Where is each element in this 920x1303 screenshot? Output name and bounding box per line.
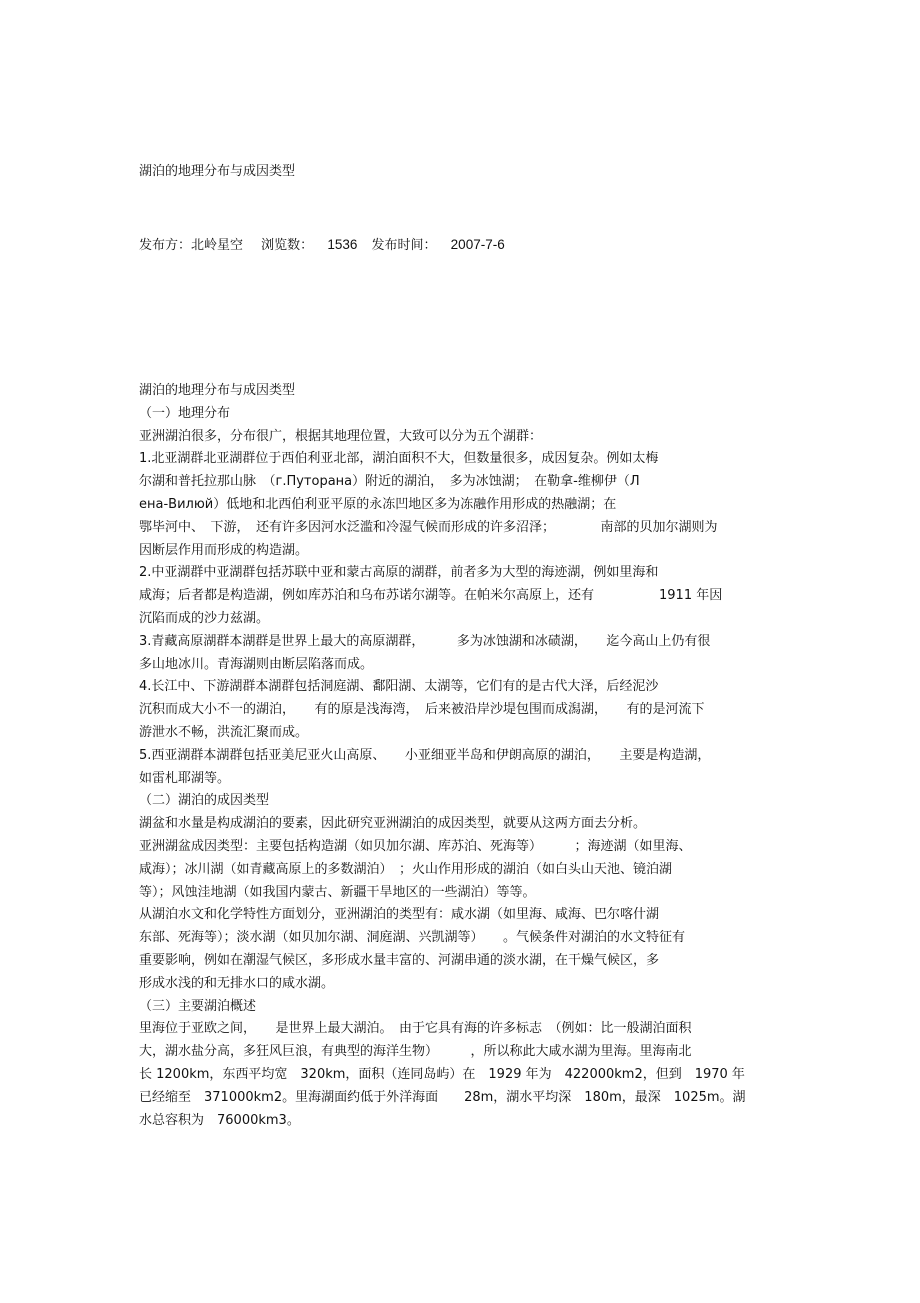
date-value: 2007-7-6 bbox=[450, 237, 505, 252]
publisher-label: 发布方： bbox=[139, 238, 192, 253]
body-line: 湖盆和水量是构成湖泊的要素，因此研究亚洲湖泊的成因类型，就要从这两方面去分析。 bbox=[139, 816, 647, 832]
body-line: （三）主要湖泊概述 bbox=[139, 998, 257, 1014]
body-line: （一）地理分布 bbox=[139, 405, 231, 421]
views-label: 浏览数： bbox=[261, 238, 314, 253]
body-line: 尔湖和普托拉那山脉 （г.Путорана）附近的湖泊， 多为冰蚀湖； 在勒拿-维柳伊（Л bbox=[139, 474, 640, 490]
body-line: 2.中亚湖群中亚湖群包括苏联中亚和蒙古高原的湖群，前者多为大型的海迹湖，例如里海和 bbox=[139, 565, 659, 581]
body-line: 从湖泊水文和化学特性方面划分，亚洲湖泊的类型有：咸水湖（如里海、咸海、巴尔喀什湖 bbox=[139, 907, 660, 923]
body-line: 5.西亚湖群本湖群包括亚美尼亚火山高原、 小亚细亚半岛和伊朗高原的湖泊， 主要是构造湖， bbox=[139, 747, 711, 763]
body-line: 等）；风蚀洼地湖（如我国内蒙古、新疆干旱地区的一些湖泊）等等。 bbox=[139, 884, 536, 900]
body-line: 重要影响，例如在潮湿气候区，多形成水量丰富的、河湖串通的淡水湖，在干燥气候区，多 bbox=[139, 952, 660, 968]
body-line: 湖泊的地理分布与成因类型 bbox=[139, 383, 296, 398]
body-line: 咸海）；冰川湖（如青藏高原上的多数湖泊） ；火山作用形成的湖泊（如白头山天池、镜泊湖 bbox=[139, 861, 673, 877]
body-line: 游泄水不畅，洪流汇聚而成。 bbox=[139, 724, 309, 740]
body-line: 里海位于亚欧之间， 是世界上最大湖泊。 由于它具有海的许多标志 （例如：比一般湖泊面积 bbox=[139, 1021, 692, 1037]
body-line: 多山地冰川。青海湖则由断层陷落而成。 bbox=[139, 656, 374, 672]
body-line: 因断层作用而形成的构造湖。 bbox=[139, 542, 309, 558]
document-body bbox=[139, 380, 784, 1132]
body-line: 已经缩至 371000km2。里海湖面约低于外洋海面 28m，湖水平均深 180m，最深 1025m。湖 bbox=[139, 1089, 746, 1105]
body-line: 长 1200km，东西平均宽 320km，面积（连同岛屿）在 1929 年为 422000km2，但到 1970 年 bbox=[139, 1066, 745, 1082]
body-line: 亚洲湖泊很多，分布很广，根据其地理位置，大致可以分为五个湖群： bbox=[139, 428, 543, 444]
body-line: 沉积而成大小不一的湖泊， 有的原是浅海湾， 后来被沿岸沙堤包围而成潟湖， 有的是河流下 bbox=[139, 702, 705, 718]
document-meta bbox=[139, 236, 505, 255]
body-line: 4.长江中、下游湖群本湖群包括洞庭湖、鄱阳湖、太湖等，它们有的是古代大泽，后经泥沙 bbox=[139, 679, 659, 695]
body-line: 如雷札耶湖等。 bbox=[139, 770, 231, 786]
date-label: 发布时间： bbox=[371, 238, 437, 253]
body-line: 亚洲湖盆成因类型：主要包括构造湖（如贝加尔湖、库苏泊、死海等） ；海迹湖（如里海、 bbox=[139, 838, 692, 854]
body-line: 水总容积为 76000km3。 bbox=[139, 1112, 300, 1128]
body-line: 大，湖水盐分高，多狂风巨浪，有典型的海洋生物） ，所以称此大咸水湖为里海。里海南北 bbox=[139, 1044, 692, 1060]
body-line: 沉陷而成的沙力兹湖。 bbox=[139, 610, 270, 626]
body-line: ена-Вилюй）低地和北西伯利亚平原的永冻凹地区多为冻融作用形成的热融湖；在 bbox=[139, 496, 617, 512]
body-line: （二）湖泊的成因类型 bbox=[139, 793, 270, 809]
body-line: 形成水浅的和无排水口的咸水湖。 bbox=[139, 975, 335, 991]
body-line: 1.北亚湖群北亚湖群位于西伯利亚北部，湖泊面积不大，但数量很多，成因复杂。例如太梅 bbox=[139, 451, 659, 467]
publisher-value: 北岭星空 bbox=[191, 238, 244, 253]
body-line: 东部、死海等）；淡水湖（如贝加尔湖、洞庭湖、兴凯湖等） 。气候条件对湖泊的水文特征有 bbox=[139, 930, 686, 946]
views-value: 1536 bbox=[327, 237, 358, 252]
body-line: 咸海；后者都是构造湖，例如库苏泊和乌布苏诺尔湖等。在帕米尔高原上，还有 1911 年因 bbox=[139, 588, 723, 604]
body-line: 3.青藏高原湖群本湖群是世界上最大的高原湖群， 多为冰蚀湖和冰碛湖， 迄今高山上仍有很 bbox=[139, 633, 711, 649]
body-line: 鄂毕河中、 下游， 还有许多因河水泛滥和冷湿气候而形成的许多沼泽； 南部的贝加尔湖则为 bbox=[139, 519, 718, 535]
document-title: 湖泊的地理分布与成因类型 bbox=[139, 164, 296, 179]
